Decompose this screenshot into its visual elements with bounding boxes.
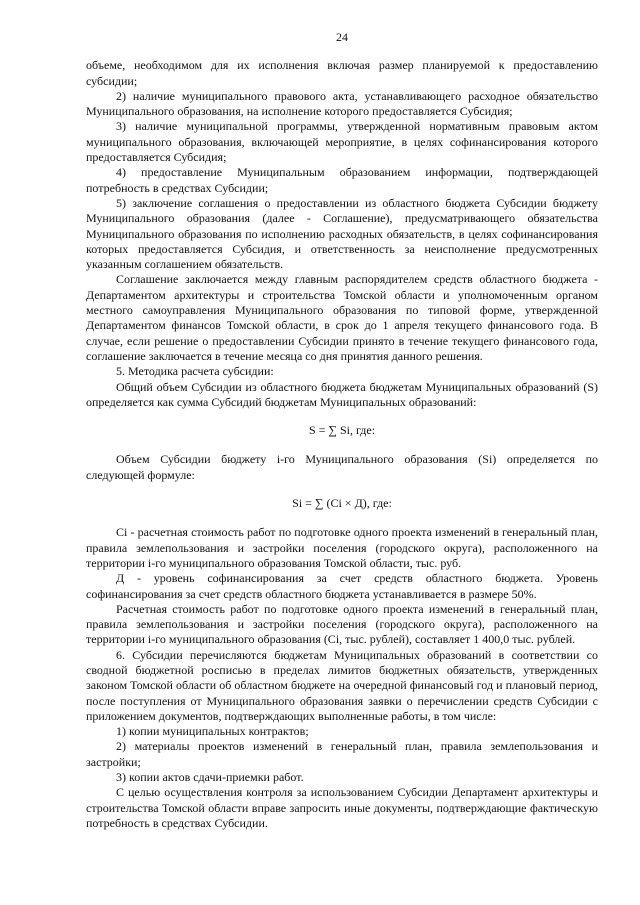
formula-total: S = ∑ Si, где: bbox=[308, 423, 376, 438]
doc-list-item-1: 1) копии муниципальных контрактов; bbox=[116, 724, 309, 739]
document-page bbox=[86, 30, 598, 831]
list-item-4: 4) предоставление Муниципальным образованием информации, подтверждающей потребность в средствах Субсидии; bbox=[86, 165, 598, 195]
list-item-3: 3) наличие муниципальной программы, утвержденной нормативным правовым актом муниципального образования, включающей мероприятие, в целях софинансирования которого предоставляется Субсидия; bbox=[86, 119, 598, 165]
doc-list-item-3: 3) копии актов сдачи-приемки работ. bbox=[116, 770, 304, 785]
total-subsidy-paragraph: Общий объем Субсидии из областного бюджета бюджетам Муниципальных образований (S) определяется как сумма Субсидий бюджетам Муниципальных образований: bbox=[86, 379, 598, 409]
list-item-5: 5) заключение соглашения о предоставлении из областного бюджета Субсидии бюджету Муниципального образования (далее - Соглашение), предусматривающего обязательства Муниципального образования по исполнению расходных обязательств, в целях софинансирования которых предоставляется Субсидия, и ответственность за неисполнение предусмотренных указанным соглашением обязательств. bbox=[86, 195, 598, 272]
paragraph-continuation: объеме, необходимом для их исполнения включая размер планируемой к предоставлению субсидии; bbox=[86, 58, 598, 88]
transfer-paragraph: 6. Субсидии перечисляются бюджетам Муниципальных образований в соответствии со сводной бюджетной росписью в пределах лимитов бюджетных обязательств, утвержденных законом Томской области об областном бюджете на очередной финансовый год и плановый период, после поступления от Муниципального образования заявки о перечислении средств Субсидии с приложением документов, подтверждающих выполненные работы, в том числе: bbox=[86, 647, 598, 723]
doc-list-item-2: 2) материалы проектов изменений в генеральный план, правила землепользования и застройки; bbox=[86, 739, 598, 769]
section-heading-methodology: 5. Методика расчета субсидии: bbox=[116, 364, 274, 379]
agreement-paragraph: Соглашение заключается между главным распорядителем средств областного бюджета - Департаментом архитектуры и строительства Томской области и уполномоченным органом местного самоуправления Муниципального образования по типовой форме, утвержденной Департаментом финансов Томской области, в срок до 1 апреля текущего финансового года. В случае, если решение о предоставлении Субсидии принято в течение текущего финансового года, соглашение заключается в течение месяца со дня принятия данного решения. bbox=[86, 272, 598, 363]
control-paragraph: С целью осуществления контроля за использованием Субсидии Департамент архитектуры и строительства Томской области вправе запросить иные документы, подтверждающие фактическую потребность в средствах Субсидии. bbox=[86, 785, 598, 830]
definition-ci: Ci - расчетная стоимость работ по подготовке одного проекта изменений в генеральный план, правила землепользования и застройки поселения (городского округа), расположенного на территории i-го муниципального образования Томской области, тыс. руб. bbox=[86, 525, 598, 570]
formula-per-municipality: Si = ∑ (Ci × Д), где: bbox=[292, 496, 392, 511]
page-number: 24 bbox=[336, 30, 348, 44]
estimated-cost-paragraph: Расчетная стоимость работ по подготовке одного проекта изменений в генеральный план, правила землепользования и застройки поселения (городского округа), расположенного на территории i-го муниципального образования (Ci, тыс. рублей), составляет 1 400,0 тыс. рублей. bbox=[86, 601, 598, 647]
list-item-2: 2) наличие муниципального правового акта, устанавливающего расходное обязательство Муниципального образования, на исполнение которого предоставляется Субсидия; bbox=[86, 88, 598, 119]
subsidy-per-municipality-paragraph: Объем Субсидии бюджету i-го Муниципального образования (Si) определяется по следующей формуле: bbox=[86, 452, 598, 482]
definition-d: Д - уровень софинансирования за счет средств областного бюджета. Уровень софинансирования за счет средств областного бюджета устанавливается в размере 50%. bbox=[86, 571, 598, 601]
